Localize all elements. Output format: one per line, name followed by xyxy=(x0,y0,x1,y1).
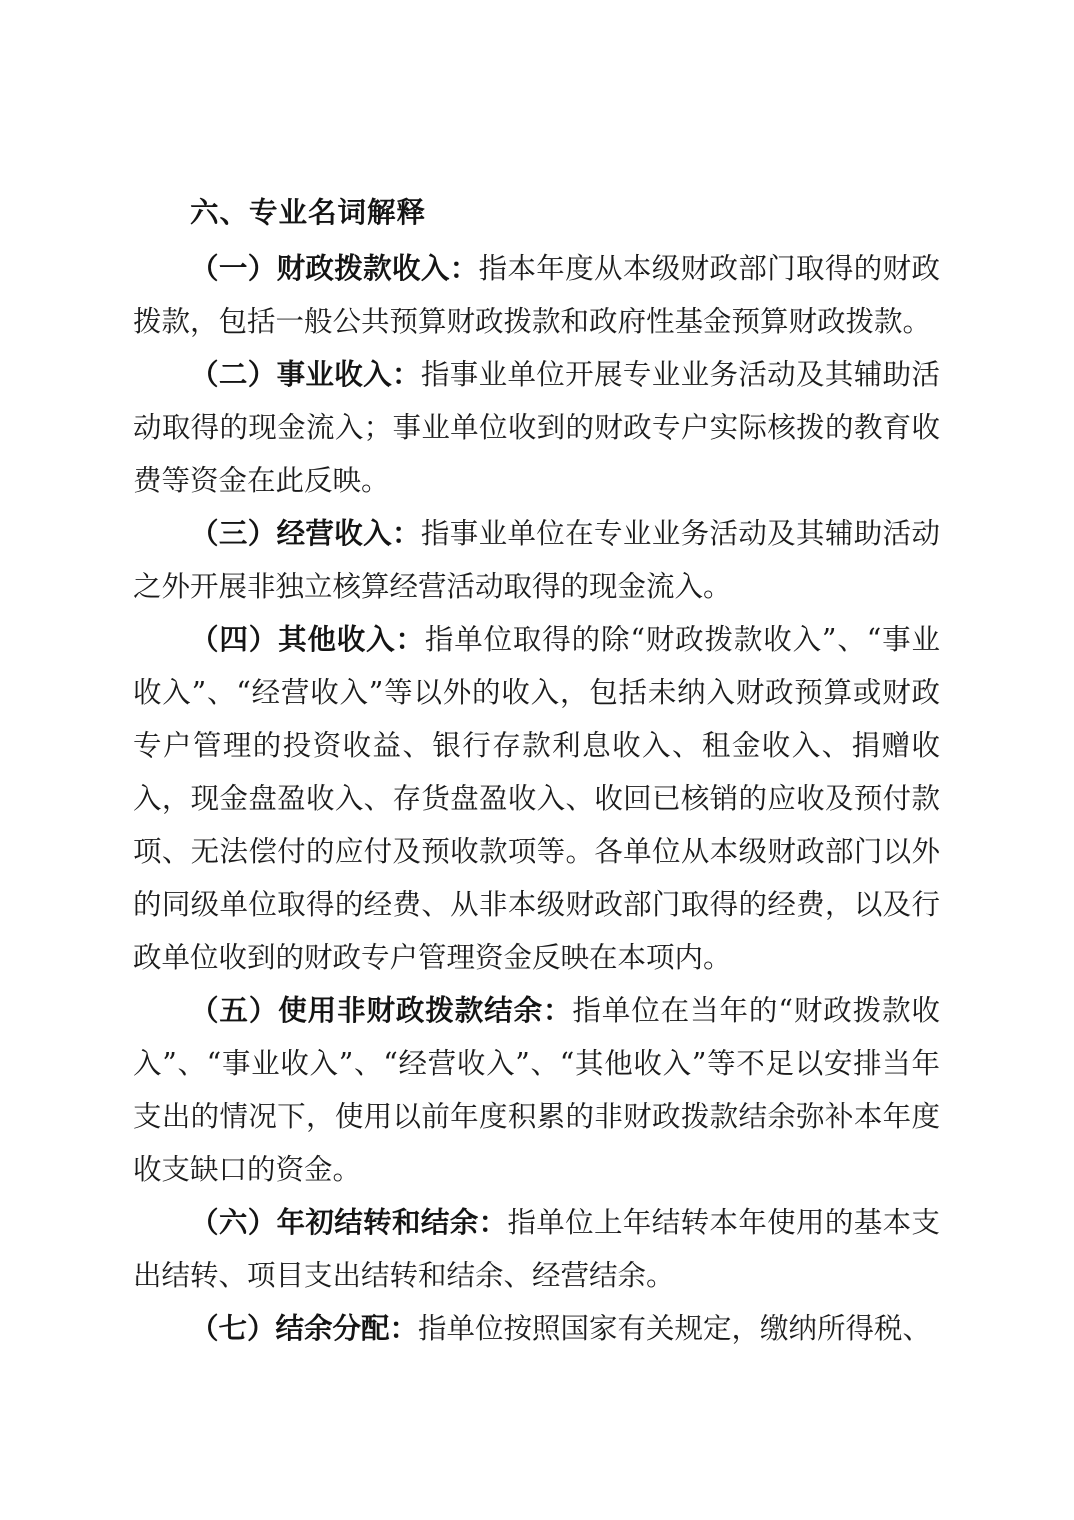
definition-paragraph xyxy=(133,984,940,1196)
definition-text: 指本年度从本级财政部门取得的财政拨款，包括一般公共预算财政拨款和政府性基金预算财政拨款。 xyxy=(133,252,940,338)
term-label: （四）其他收入： xyxy=(190,622,425,656)
term-label: （六）年初结转和结余： xyxy=(190,1205,508,1239)
term-label: （七）结余分配： xyxy=(190,1311,419,1345)
definition-text: 指单位取得的除“财政拨款收入”、“事业收入”、“经营收入”等以外的收入，包括未纳入财政预算或财政专户管理的投资收益、银行存款利息收入、租金收入、捐赠收入，现金盘盈收入、存货盘盈收入、收回已核销的应收及预付款项、无法偿付的应付及预收款项等。各单位从本级财政部门以外的同级单位取得的经费、从非本级财政部门取得的经费，以及行政单位收到的财政专户管理资金反映在本项内。 xyxy=(133,623,940,974)
term-label: （五）使用非财政拨款结余： xyxy=(190,993,573,1027)
page-content xyxy=(133,186,940,1355)
definition-text: 指单位上年结转本年使用的基本支出结转、项目支出结转和结余、经营结余。 xyxy=(133,1206,940,1292)
definition-paragraph xyxy=(133,1196,940,1302)
definition-paragraph xyxy=(133,613,940,984)
definition-list xyxy=(133,242,940,1355)
definition-paragraph xyxy=(133,348,940,507)
definition-text: 指单位在当年的“财政拨款收入”、“事业收入”、“经营收入”、“其他收入”等不足以安排当年支出的情况下，使用以前年度积累的非财政拨款结余弥补本年度收支缺口的资金。 xyxy=(133,994,940,1186)
definition-paragraph xyxy=(133,242,940,348)
term-label: （二）事业收入： xyxy=(190,357,421,391)
definition-text: 指事业单位开展专业业务活动及其辅助活动取得的现金流入；事业单位收到的财政专户实际核拨的教育收费等资金在此反映。 xyxy=(133,358,940,497)
section-heading: 六、专业名词解释 xyxy=(190,196,427,229)
definition-text: 指单位按照国家有关规定，缴纳所得税、 xyxy=(418,1312,932,1345)
definition-text: 指事业单位在专业业务活动及其辅助活动之外开展非独立核算经营活动取得的现金流入。 xyxy=(133,517,940,603)
definition-paragraph xyxy=(133,507,940,613)
definition-paragraph xyxy=(133,1302,940,1355)
term-label: （三）经营收入： xyxy=(190,516,421,550)
term-label: （一）财政拨款收入： xyxy=(190,251,479,285)
